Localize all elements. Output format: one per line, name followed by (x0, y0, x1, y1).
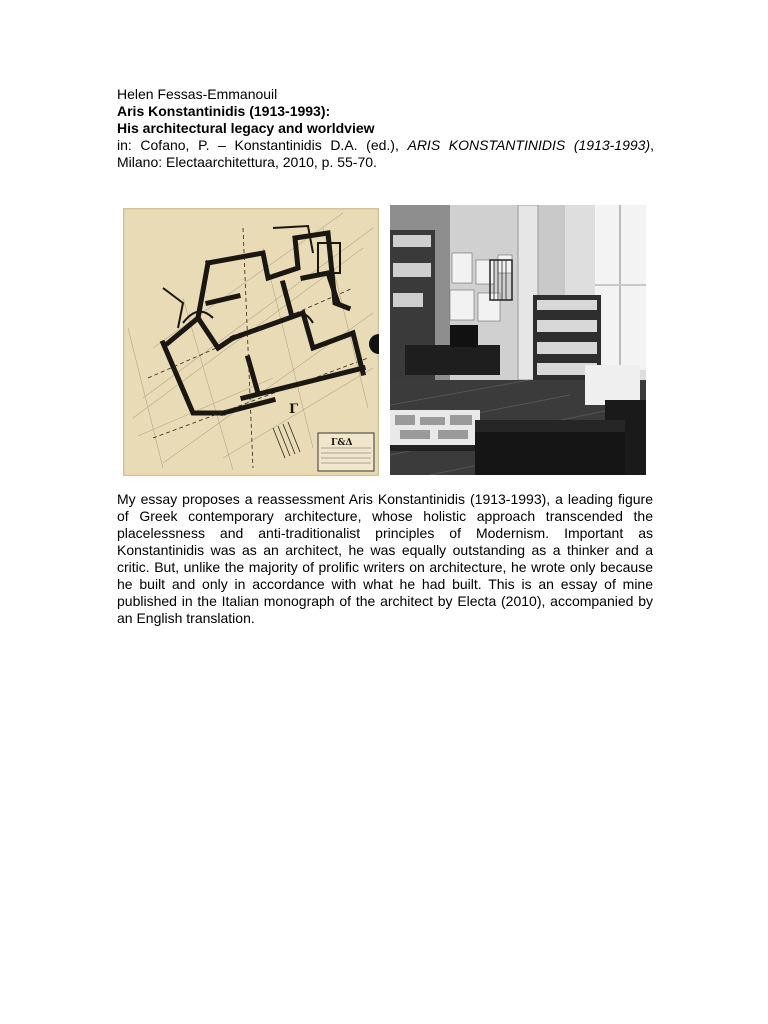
author-name: Helen Fessas-Emmanouil (117, 86, 278, 102)
essay-subtitle: His architectural legacy and worldview (117, 120, 375, 136)
citation-reference (117, 137, 654, 171)
citation-book-title: ARIS KONSTANTINIDIS (1913-1993) (407, 137, 651, 153)
essay-abstract: My essay proposes a reassessment Aris Konstantinidis (1913-1993), a leading figure of Greek contemporary architecture, whose holistic approach transcended the placelessness and anti-traditionalist principles of Modernism. Important as Konstantinidis was as an architect, he was equally outstanding as a thinker and a critic. But, unlike the majority of prolific writers on architecture, he wrote only because he built and only in accordance with what he had built. This is an essay of mine published in the Italian monograph of the architect by Electa (2010), accompanied by an English translation. (117, 491, 653, 626)
interior-photo (390, 205, 646, 475)
plan-room-label: Γ (289, 402, 299, 417)
citation-prefix: in: Cofano, P. – Konstantinidis D.A. (ed.), (117, 137, 408, 153)
floor-plan-image (123, 208, 379, 476)
citation-suffix: , Milano: Electaarchitettura, 2010, p. 55-70. (117, 137, 654, 170)
plan-stamp-label: Γ&Δ (331, 438, 353, 448)
essay-title: Aris Konstantinidis (1913-1993): (117, 103, 331, 119)
citation-header (117, 86, 654, 171)
floor-plan-drawing (123, 208, 379, 476)
interior-photo-drawing (390, 205, 646, 475)
